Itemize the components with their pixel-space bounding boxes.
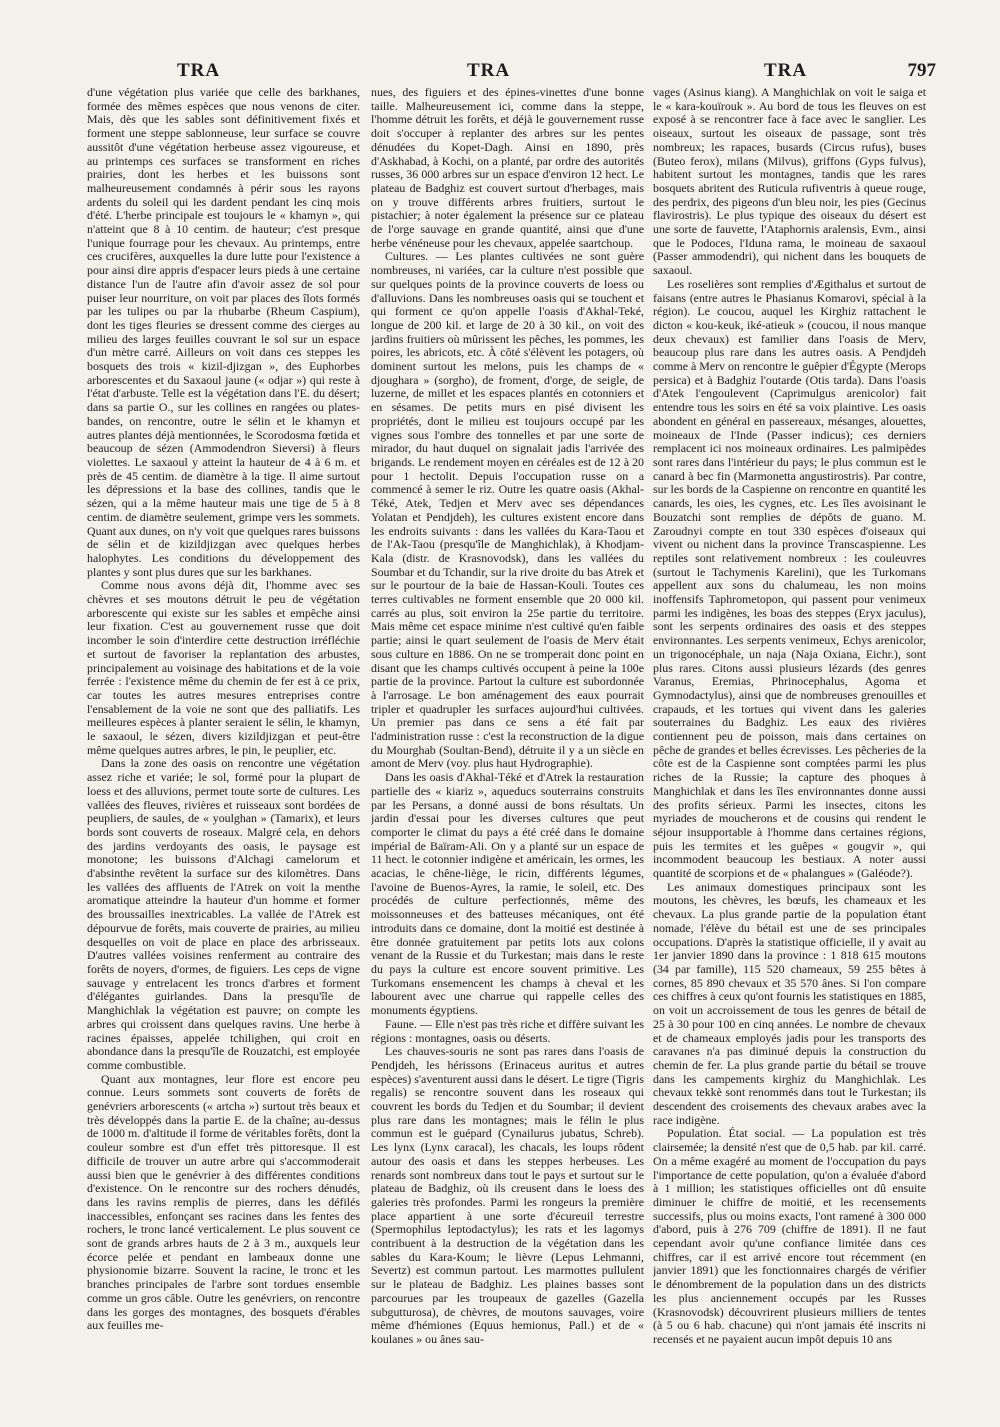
running-header — [0, 60, 1000, 86]
text-column-2 — [371, 86, 644, 1406]
headword-right: TRA — [764, 60, 808, 81]
paragraph: Les animaux domestiques principaux sont les moutons, les chèvres, les bœufs, les chameaux et les chevaux. La plus grande partie de la population étant nomade, l'élève du bétail est une de ses principales occupations. D'après la statistique officielle, il y avait au 1er janvier 1890 dans la province : 1 818 615 moutons (34 par famille), 115 520 chameaux, 59 255 bêtes à cornes, 85 890 chevaux et 35 570 ânes. Si l'on compare ces chiffres à ceux qu'ont fournis les statistiques en 1885, on voit un accroissement de tous les genres de bétail de 25 à 30 pour 100 en cinq années. Le nombre de chevaux et de chameaux employés jadis pour les transports des caravanes n'a pas diminué depuis la construction du chemin de fer. La plus grande partie du bétail se trouve dans les campements kirghiz du Manghichlak. Les chevaux tekkè sont renommés dans tout le Turkestan; ils descendent des croisements des chevaux arabes avec la race indigène. — [653, 879, 926, 1127]
paragraph: Comme nous avons déjà dit, l'homme avec ses chèvres et ses moutons détruit le peu de végétation arborescente qui existe sur les sables et empêche ainsi leur fixation. C'est au gouvernement russe que doit incomber le soin d'interdire cette destruction irréfléchie et surtout de favoriser la replantation des arbustes, principalement au voisinage des habitations et de la voie ferrée : l'existence même du chemin de fer est à ce prix, car toutes les autres mesures entreprises contre l'ensablement de la voie ne sont que des palliatifs. Les meilleures espèces à planter seraient le sélin, le khamyn, le saxaoul, le sézen, divers kizildjizgan et peut-être même quelques autres arbres, le pin, le peuplier, etc. — [87, 578, 360, 757]
page-number: 797 — [907, 60, 936, 81]
paragraph: vages (Asinus kiang). A Manghichlak on voit le saiga et le « kara-kouïrouk ». Au bord de tous les fleuves on est exposé à se rencontrer face à face avec le sanglier. Les oiseaux, surtout les oiseaux de passage, sont très nombreux; les rapaces, busards (Circus rufus), buses (Buteo ferox), milans (Milvus), griffons (Gyps fulvus), habitent surtout les montagnes, tandis que les rares bosquets abritent des Ruticula rufiventris à queue rouge, des perdrix, des pigeons d'un bleu noir, les pies (Gecinus flavirostris). Le plus typique des oiseaux du désert est une sorte de fauvette, l'Ataphornis aralensis, Evm., ainsi que le Podoces, l'Iduna rama, le moineau de saxaoul (Passer ammodendri), qui nichent dans les bouquets de saxaoul. — [653, 86, 926, 278]
headword-left: TRA — [177, 60, 221, 81]
text-column-1 — [87, 86, 360, 1406]
paragraph: d'une végétation plus variée que celle des barkhanes, formée des mêmes espèces que nous venons de citer. Mais, dès que les sables sont définitivement fixés et forment une steppe sablonneuse, leur surface se couvre aussitôt d'une végétation herbeuse assez vigoureuse, et au printemps ces surfaces se transforment en riches prairies, dont les herbes et les buissons sont malheureusement condamnés à périr sous les rayons ardents du soleil qui les dardent pendant les cinq mois d'été. L'herbe principale est toujours le « khamyn », qui n'atteint que 8 à 10 centim. de hauteur; c'est presque l'unique fourrage pour les chevaux. Au printemps, entre ces crucifères, auxquelles la dure lutte pour l'existence a pour ainsi dire appris d'espacer leurs pieds à une certaine distance l'un de l'autre afin d'avoir assez de sol pour puiser leur nourriture, on voit par places des îlots formés par les tulipes ou par la rhubarbe (Rheum Caspium), dont les tiges fleuries se dressent comme des cierges au milieu des larges feuilles couvrant le sol sur un espace d'un mètre carré. Ailleurs on voit dans ces steppes les bosquets des trois « kizil-djizgan », des Euphorbes arborescentes et du Saxaoul jaune (« odjar ») qui reste à l'état d'arbuste. Telle est la végétation dans l'E. du désert; dans sa partie O., sur les collines en rangées ou plates-bandes, on rencontre, outre le sélin et le khamyn et autres plantes déjà mentionnées, le Scorodosma fœtida et beaucoup de sézen (Ammodendron Sieversi) à fleurs violettes. Le saxaoul y atteint la hauteur de 4 à 6 m. et près de 45 centim. de diamètre à la tige. Il aime surtout les dépressions et la base des collines, tandis que le sézen, qui a la même hauteur mais une tige de 5 à 8 centim. de diamètre seulement, grimpe vers les sommets. Quant aux dunes, on n'y voit que quelques rares buissons de sélin et de kizildjizgan avec quelques herbes halophytes. Les conditions du développement des plantes y sont plus dures que sur les barkhanes. — [87, 86, 360, 579]
paragraph: Cultures. — Les plantes cultivées ne sont guère nombreuses, ni variées, car la culture n'est possible que sur quelques points de la province couverts de loess ou d'alluvions. Dans les nombreuses oasis qui se touchent et qui forment ce qu'on appelle l'oasis d'Akhal-Teké, longue de 200 kil. et large de 20 à 30 kil., on voit des jardins fruitiers où mûrissent les pêches, les pommes, les poires, les abricots, etc. À côté s'élèvent les potagers, où dominent surtout les melons, puis les champs de « djoughara » (sorgho), de froment, d'orge, de seigle, de luzerne, de millet et les espaces plantés en cotonniers et en sésames. De petits murs en pisé divisent les propriétés, dont le milieu est toujours occupé par les vignes sous l'ombre des tonnelles et par une sorte de mirador, du haut duquel on signalait jadis l'arrivée des brigands. Le rendement moyen en céréales est de 12 à 20 pour 1 hectolit. Depuis l'occupation russe on a commencé à semer le riz. Outre les quatre oasis (Akhal-Téké, Atek, Tedjen et Merv avec ses dépendances Yolatan et Pendjdeh), les cultures existent encore dans les endroits suivants : dans les vallées du Kara-Taou et de l'Ak-Taou (presqu'île de Manghichlak), à Khodjam-Kala (distr. de Krasnovodsk), dans les vallées du Soumbar et du Tchandir, sur la rive droite du bas Atrek et sur le pourtour de la baie de Hassan-Kouli. Toutes ces terres cultivables ne forment ensemble que 20 000 kil. carrés au plus, soit environ la 25e partie du territoire. Mais même cet espace minime n'est cultivé qu'en faible partie; ainsi le quart seulement de l'oasis de Merv était sous culture en 1886. On ne se tromperait donc point en disant que les champs cultivés occupent à peine la 100e partie de la province. Partout la culture est subordonnée à l'arrosage. Le bon aménagement des eaux pourrait tripler et quadrupler les surfaces aujourd'hui cultivées. Un premier pas dans ce sens a été fait par l'administration russe : c'est la reconstruction de la digue du Mourghab (Soultan-Bend), détruite il y a un siècle en amont de Merv (voy. plus haut Hydrographie). — [371, 249, 644, 771]
paragraph: Les chauves-souris ne sont pas rares dans l'oasis de Pendjdeh, les hérissons (Erinaceus auritus et autres espèces) s'aventurent aussi dans le désert. Le tigre (Tigris regalis) se rencontre souvent dans les roseaux qui couvrent les bords du Tedjen et du Soumbar; il devient plus rare dans les montagnes; mais le félin le plus commun est le guépard (Cynailurus jubatus, Schreb). Les lynx (Lynx caracal), les chacals, les loups rôdent autour des oasis et dans les steppes herbeuses. Les renards sont nombreux dans tout le pays et surtout sur le plateau de Badghiz, où ils creusent dans le loess des galeries très profondes. Parmi les rongeurs la première place appartient à une sorte d'écureuil terrestre (Spermophilus leptodactylus); les rats et les lagomys contribuent à la destruction de la végétation dans les sables du Kara-Koum; le lièvre (Lepus Lehmanni, Severtz) est commun partout. Les marmottes pullulent sur le plateau de Badghiz. Les plaines basses sont parcourues par les troupeaux de gazelles (Gazella subgutturosa), de chèvres, de moutons sauvages, voire même d'hémiones (Equus hemionus, Pall.) et de « koulanes » ou ânes sau- — [371, 1044, 644, 1346]
paragraph: Quant aux montagnes, leur flore est encore peu connue. Leurs sommets sont couverts de forêts de genévriers arborescents (« artcha ») surtout très beaux et très développés dans la partie E. de la chaîne; au-dessus de 1000 m. d'altitude il forme de véritables forêts, dont la couleur sombre est d'un effet très pittoresque. Il est difficile de trouver un autre arbre qui s'accommoderait aussi bien que le genévrier à des différentes conditions d'existence. On le rencontre sur des rochers dénudés, dans les ravins remplis de pierres, dans les défilés inaccessibles, enfonçant ses racines dans les fentes des rochers, le tronc lancé verticalement. Le plus souvent ce sont de grands arbres hauts de 2 à 3 m., auxquels leur écorce pelée et pendant en lambeaux donne une physionomie bizarre. Souvent la racine, le tronc et les branches principales de l'arbre sont tordues ensemble comme un gros câble. Outre les genévriers, on rencontre dans les gorges des montagnes, des bosquets d'érables aux feuilles me- — [87, 1071, 360, 1333]
paragraph: Les roselières sont remplies d'Ægithalus et surtout de faisans (entre autres le Phasianus Komarovi, spécial à la région). Le coucou, auquel les Kirghiz rattachent le dicton « kou-keuk, iké-atieuk » (coucou, il nous manque deux chevaux) est familier dans l'oasis de Merv, beaucoup plus rare dans les autres oasis. A Pendjdeh comme à Merv on rencontre le guêpier d'Égypte (Merops persica) et à Badghiz l'outarde (Otis tarda). Dans l'oasis d'Atek l'engoulevent (Caprimulgus arenicolor) fait entendre tous les soirs en été sa voix plaintive. Les oasis abondent en général en passereaux, mésanges, alouettes, moineaux de l'Inde (Passer indicus); ces derniers remplacent ici nos moineaux ordinaires. Les palmipèdes sont rares dans l'intérieur du pays; le plus commun est le canard à bec fin (Marmonetta angustirostris). Par contre, sur les bords de la Caspienne on rencontre en quantité les canards, les oies, les cygnes, etc. Les îles avoisinant le Bouzatchi sont remplies de dépôts de guano. M. Zaroudnyi compte en tout 330 espèces d'oiseaux qui vivent ou nichent dans la province Transcaspienne. Les reptiles sont relativement nombreux : les couleuvres (surtout le Tachymenis Karelini), que les Turkomans appellent aux sons du chalumeau, les non moins inoffensifs Taphrometopon, qui passent pour venimeux parmi les indigènes, les boas des steppes (Eryx jaculus), sont les serpents ordinaires des oasis et des steppes environnantes. Les serpents venimeux, Echys arenicolor, un trigonocéphale, un naja (Naja Oxiana, Eichr.), sont plus rares. Citons aussi plusieurs lézards (des genres Varanus, Eremias, Phrinocephalus, Agoma et Gymnodactylus), ainsi que de nombreuses grenouilles et crapauds, et les tortues qui vivent dans les galeries souterraines du Badghiz. Les eaux des rivières contiennent peu de poisson, mais dans certaines on pêche de grandes et belles écrevisses. Les pêcheries de la côte est de la Caspienne sont comptées parmi les plus riches de la Russie; la capture des phoques à Manghichlak et dans les îles environnantes donne aussi des profits sérieux. Parmi les insectes, citons les myriades de moucherons et de cousins qui rendent le séjour insupportable à l'homme dans certaines régions, puis les termites et les guêpes « gougvir », qui incommodent beaucoup les bestiaux. A noter aussi quantité de scorpions et de « phalangues » (Galéode?). — [653, 276, 926, 881]
paragraph: nues, des figuiers et des épines-vinettes d'une bonne taille. Malheureusement ici, comme dans la steppe, l'homme détruit les forêts, et déjà le gouvernement russe doit s'occuper à replanter des arbres sur les pentes dénudées du Kopet-Dagh. Ainsi en 1890, près d'Askhabad, à Kochi, on a planté, par ordre des autorités russes, 36 000 arbres sur un espace d'environ 12 hect. Le plateau de Badghiz est couvert surtout d'herbages, mais on y trouve différents arbres fruitiers, surtout le pistachier; à noter également la présence sur ce plateau de l'orge sauvage en grande quantité, ainsi que d'une herbe vénéneuse pour les chevaux, appelée saartchoup. — [371, 86, 644, 250]
paragraph: Population. État social. — La population est très clairsemée; la densité n'est que de 0,5 hab. par kil. carré. On a même exagéré au moment de l'occupation du pays l'importance de cette population, qu'on a évaluée d'abord à 1 million; les statistiques officielles ont dû ensuite diminuer le chiffre de moitié, et les recensements successifs, plus ou moins exacts, l'ont ramené à 300 000 d'abord, puis à 276 709 (chiffre de 1891). Il ne faut cependant avoir qu'une confiance limitée dans ces chiffres, car il est arrivé encore tout récemment (en janvier 1891) que les fonctionnaires chargés de vérifier le dénombrement de la population dans un des districts les plus anciennement occupés par les Russes (Krasnovodsk) découvrirent plusieurs milliers de tentes (à 5 ou 6 hab. chacune) qui n'ont jamais été inscrits ni recensés et ne payaient aucun impôt depuis 10 ans — [653, 1126, 926, 1346]
paragraph: Dans les oasis d'Akhal-Téké et d'Atrek la restauration partielle des « kiariz », aqueducs souterrains construits par les Persans, a donné aussi de bons résultats. Un jardin d'essai pour les diverses cultures que peut comporter le climat du pays a été créé dans le domaine impérial de Baïram-Ali. On y a planté sur un espace de 11 hect. le cotonnier indigène et américain, les ormes, les acacias, le chêne-liège, le ricin, différents légumes, l'avoine de Buenos-Ayres, la ramie, le soleil, etc. Des procédés de culture perfectionnés, même des moissonneuses et des batteuses mécaniques, ont été introduits dans ce domaine, dont la moitié est destinée à être donnée gratuitement par petits lots aux colons venant de la Russie et du Turkestan; mais dans le reste du pays la culture est encore souvent primitive. Les Turkomans ensemencent les champs à cheval et les labourent avec une charrue qui rappelle celles des monuments égyptiens. — [371, 770, 644, 1018]
text-column-3 — [653, 86, 926, 1406]
paragraph: Faune. — Elle n'est pas très riche et diffère suivant les régions : montagnes, oasis ou déserts. — [371, 1016, 644, 1045]
paragraph: Dans la zone des oasis on rencontre une végétation assez riche et variée; le sol, formé pour la plupart de loess et des alluvions, permet toute sorte de cultures. Les vallées des fleuves, rivières et ruisseaux sont bordées de peupliers, de saules, de « youlghan » (Tamarix), et leurs bords sont couverts de roseaux. Malgré cela, en dehors des jardins verdoyants des oasis, le paysage est monotone; les buissons d'Alchagi camelorum et d'absinthe revêtent la surface sur des kilomètres. Dans les vallées des affluents de l'Atrek on voit la menthe aromatique atteindre la hauteur d'un homme et former des broussailles inextricables. La vallée de l'Atrek est dépourvue de forêts, mais couverte de prairies, au milieu desquelles on voit de place en place des arbrisseaux. D'autres vallées voisines renferment au contraire des forêts de noyers, d'ormes, de figuiers. Les ceps de vigne sauvage y entrelacent les troncs d'arbres et forment d'élégantes guirlandes. Dans la presqu'île de Manghichlak la végétation est pauvre; on compte les arbres qui croissent dans quelques ravins. Une herbe à racines épaisses, appelée tchilighen, qui croit en abondance dans la presqu'île de Rouzatchi, est employée comme combustible. — [87, 756, 360, 1072]
headword-center: TRA — [467, 60, 511, 81]
